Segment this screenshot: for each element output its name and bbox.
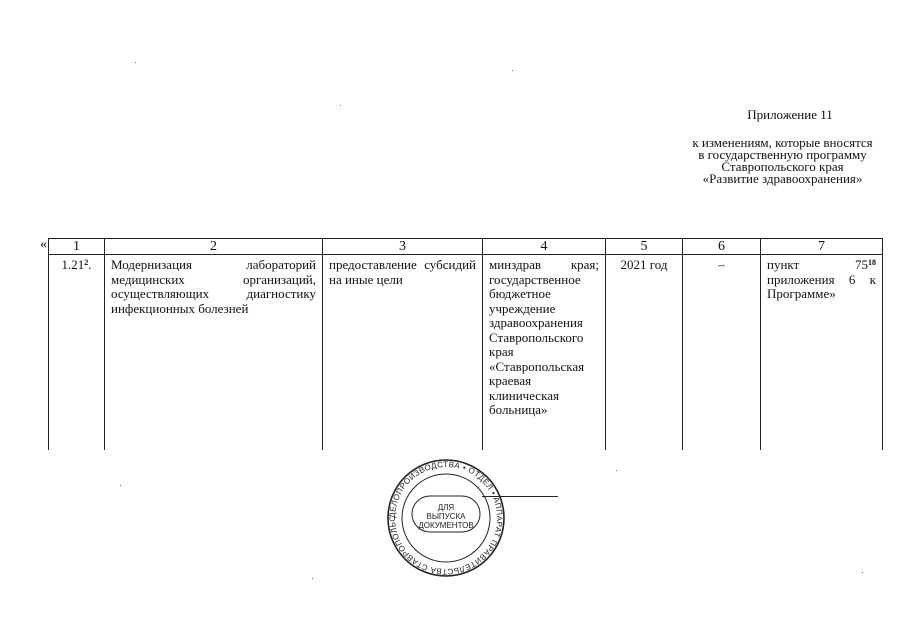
column-number-4: 4 xyxy=(483,239,606,255)
scan-speck xyxy=(616,470,617,471)
subtitle-line: «Развитие здравоохранения» xyxy=(702,171,863,186)
subtitle-line: к изменениям, которые вносятся xyxy=(692,135,873,150)
appendix-subtitle xyxy=(640,137,904,185)
office-stamp xyxy=(382,458,510,578)
column-number-5: 5 xyxy=(606,239,683,255)
dash-cell: – xyxy=(683,255,761,451)
column-number-6: 6 xyxy=(683,239,761,255)
executor-cell: минздрав края; государственное бюджетное учреждение здравоохранения Ставропольского края «Ставропольская краевая клиническая больница» xyxy=(483,255,606,451)
scan-speck xyxy=(135,62,136,63)
scan-speck xyxy=(862,572,863,573)
scan-speck xyxy=(312,578,313,579)
measure-cell: Модернизация лабораторий медицинских организаций, осуществляющих диагностику инфекционных болезней xyxy=(105,255,323,451)
scan-speck xyxy=(340,105,341,106)
column-number-7: 7 xyxy=(761,239,883,255)
mechanism-cell: предоставление субсидий на иные цели xyxy=(323,255,483,451)
reference-cell xyxy=(761,255,883,451)
stamp-line-1: ДЛЯ xyxy=(437,503,455,512)
column-number-1: 1 xyxy=(49,239,105,255)
column-number-2: 2 xyxy=(105,239,323,255)
scan-speck xyxy=(512,70,513,71)
stamp-line-2: ВЫПУСКА xyxy=(426,512,466,521)
row-number-sup: 2 xyxy=(84,258,89,267)
column-number-row xyxy=(49,239,883,255)
program-table xyxy=(48,238,883,450)
opening-quote: « xyxy=(40,237,47,252)
stamp-ring-text: ДЕЛОПРОИЗВОДСТВА • ОТДЕЛ • АППАРАТ ПРАВИТЕЛЬСТВА СТАВРОПОЛЬС xyxy=(387,459,505,577)
reference-sup: 18 xyxy=(868,258,876,267)
year-cell: 2021 год xyxy=(606,255,683,451)
stamp-line-3: ДОКУМЕНТОВ xyxy=(418,521,474,530)
row-number: 1.21 xyxy=(61,257,85,272)
row-number-suffix: . xyxy=(88,257,92,272)
stamp-graphic xyxy=(382,458,510,578)
reference-suffix: приложения 6 к Программе» xyxy=(767,271,876,301)
table-row xyxy=(49,255,883,451)
scan-speck xyxy=(120,485,121,486)
row-number-cell xyxy=(49,255,105,451)
subtitle-line: в государственную программу xyxy=(698,147,867,162)
subtitle-line: Ставропольского края xyxy=(721,159,844,174)
column-number-3: 3 xyxy=(323,239,483,255)
appendix-title: Приложение 11 xyxy=(747,107,833,122)
reference-prefix: пункт 75 xyxy=(767,257,868,272)
